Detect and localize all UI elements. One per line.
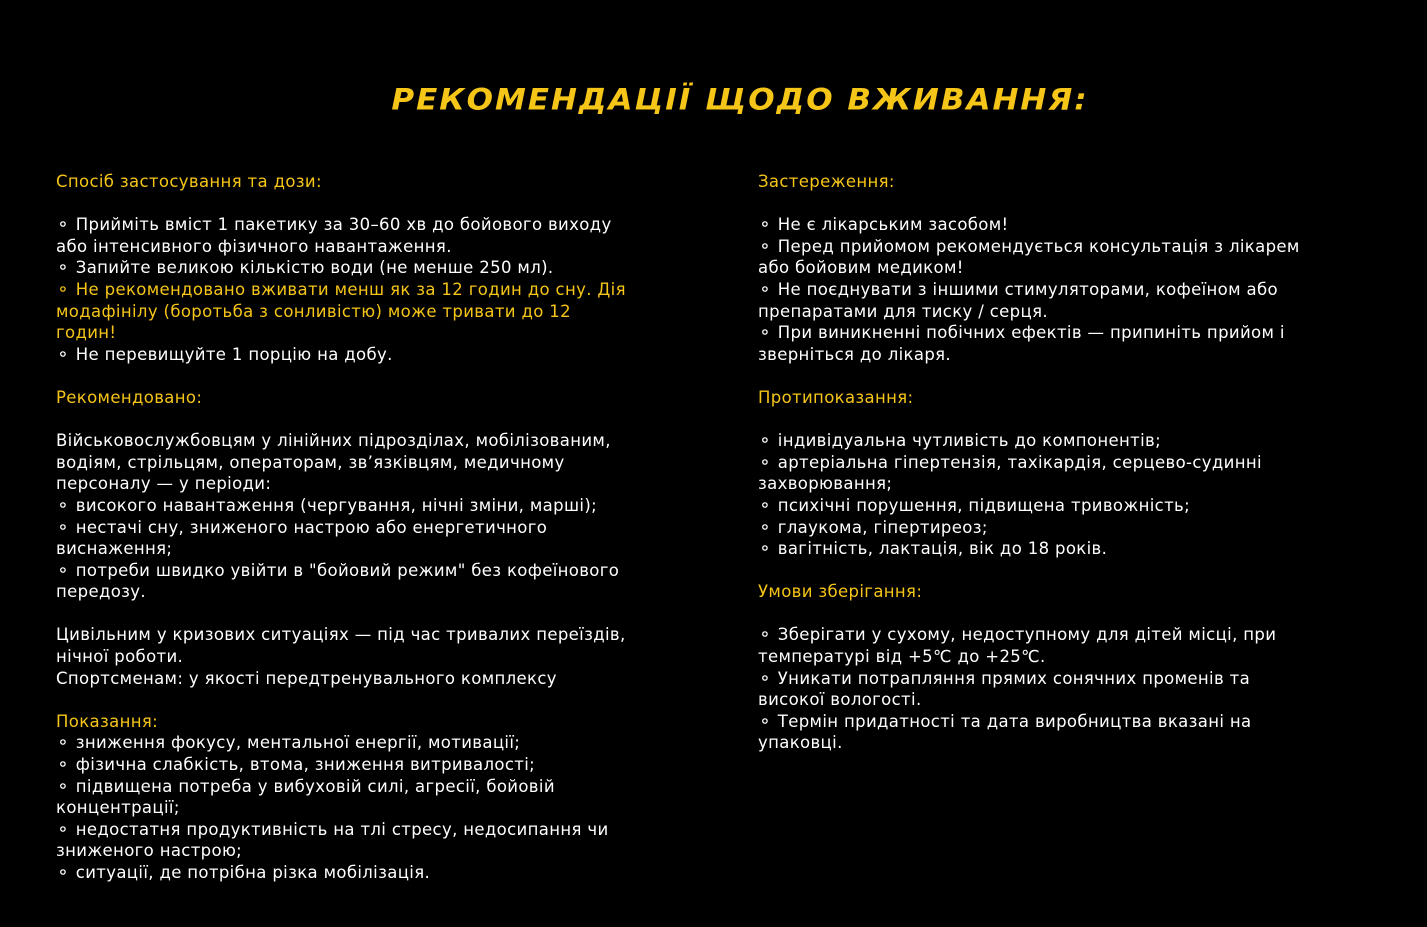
text-line: Цивільним у кризових ситуаціях — під час тривалих переїздів, [56,625,626,645]
warnings-list [758,214,1408,365]
left-column [56,171,706,884]
text-line: Спортсменам: у якості передтренувального комплексу [56,668,557,688]
recommended-civil-list [56,624,706,689]
text-line: ⚬ ситуації, де потрібна різка мобілізація. [56,863,431,882]
contraindications-heading: Протипоказання: [758,387,914,407]
text-line: ⚬ вагітність, лактація, вік до 18 років. [758,539,1108,559]
spacer [758,365,1408,387]
contraindications-list [758,430,1408,560]
text-line: годин! [56,323,117,343]
storage-list [758,624,1408,754]
text-line: Військовослужбовцям у лінійних підрозділах, мобілізованим, [56,431,611,451]
text-line: ⚬ Не рекомендовано вживати менш як за 12 годин до сну. Дія [56,279,626,299]
text-line: ⚬ нестачі сну, зниженого настрою або енергетичного [56,517,548,537]
text-line: ⚬ зниження фокусу, ментальної енергії, мотивації; [56,733,521,753]
spacer [56,603,706,625]
text-line: ⚬ Термін придатності та дата виробництва вказані на [758,711,1252,731]
text-line: передозу. [56,582,147,602]
text-line: ⚬ При виникненні побічних ефектів — припиніть прийом і [758,323,1285,343]
text-line: модафінілу (боротьба з сонливістю) може тривати до 12 [56,301,571,321]
text-line: температурі від +5℃ до +25℃. [758,647,1046,667]
warnings-heading: Застереження: [758,172,895,191]
text-line: високої вологості. [758,690,922,710]
text-line: ⚬ потреби швидко увійти в "бойовий режим" без кофеїнового [56,560,620,580]
text-line: ⚬ Не є лікарським засобом! [758,215,1009,235]
recommended-list [56,430,706,603]
text-line: зверніться до лікаря. [758,344,952,364]
text-line: препаратами для тиску / серця. [758,301,1048,321]
spacer [56,365,706,387]
text-line: ⚬ підвищена потреба у вибуховій силі, агресії, бойовій [56,776,555,796]
text-line: ⚬ високого навантаження (чергування, нічні зміни, марші); [56,495,598,515]
text-line: ⚬ Запийте великою кількістю води (не менше 250 мл). [56,258,554,278]
text-line: ⚬ Зберігати у сухому, недоступному для дітей місці, при [758,625,1277,645]
text-line: ⚬ Не поєднувати з іншими стимуляторами, кофеїном або [758,279,1278,299]
text-line: ⚬ фізична слабкість, втома, зниження витривалості; [56,755,536,775]
spacer [56,689,706,711]
spacer [758,560,1408,582]
usage-list [56,214,706,365]
text-line: персоналу — у періоди: [56,474,272,494]
recommended-heading: Рекомендовано: [56,387,203,407]
text-line: концентрації; [56,798,180,818]
text-line: ⚬ Прийміть вміст 1 пакетику за 30–60 хв до бойового виходу [56,215,612,235]
text-line: ⚬ Не перевищуйте 1 порцію на добу. [56,344,393,364]
text-line: ⚬ Уникати потрапляння прямих сонячних променів та [758,668,1251,688]
text-line: ⚬ психічні порушення, підвищена тривожність; [758,495,1191,515]
indications-heading: Показання: [56,711,159,731]
indications-list [56,732,706,883]
text-line: виснаження; [56,539,173,559]
text-line: зниженого настрою; [56,841,243,861]
text-line: або бойовим медиком! [758,258,964,278]
page-title: РЕКОМЕНДАЦІЇ ЩОДО ВЖИВАННЯ: [391,82,1089,118]
text-line: ⚬ індивідуальна чутливість до компонентів; [758,431,1161,451]
text-line: упаковці. [758,733,843,753]
spacer [758,409,1408,431]
text-line: нічної роботи. [56,647,184,667]
text-line: захворювання; [758,474,893,494]
spacer [758,193,1408,215]
text-line: або інтенсивного фізичного навантаження. [56,236,452,256]
usage-heading: Спосіб застосування та дози: [56,172,322,191]
storage-heading: Умови зберігання: [758,582,923,602]
spacer [56,193,706,215]
spacer [758,603,1408,625]
text-line: ⚬ Перед прийомом рекомендується консультація з лікарем [758,236,1300,256]
text-line: ⚬ артеріальна гіпертензія, тахікардія, серцево-судинні [758,452,1262,472]
right-column [758,171,1408,754]
spacer [56,409,706,431]
text-line: ⚬ недостатня продуктивність на тлі стресу, недосипання чи [56,819,609,839]
text-line: ⚬ глаукома, гіпертиреоз; [758,517,988,537]
text-line: водіям, стрільцям, операторам, зв’язківцям, медичному [56,452,565,472]
